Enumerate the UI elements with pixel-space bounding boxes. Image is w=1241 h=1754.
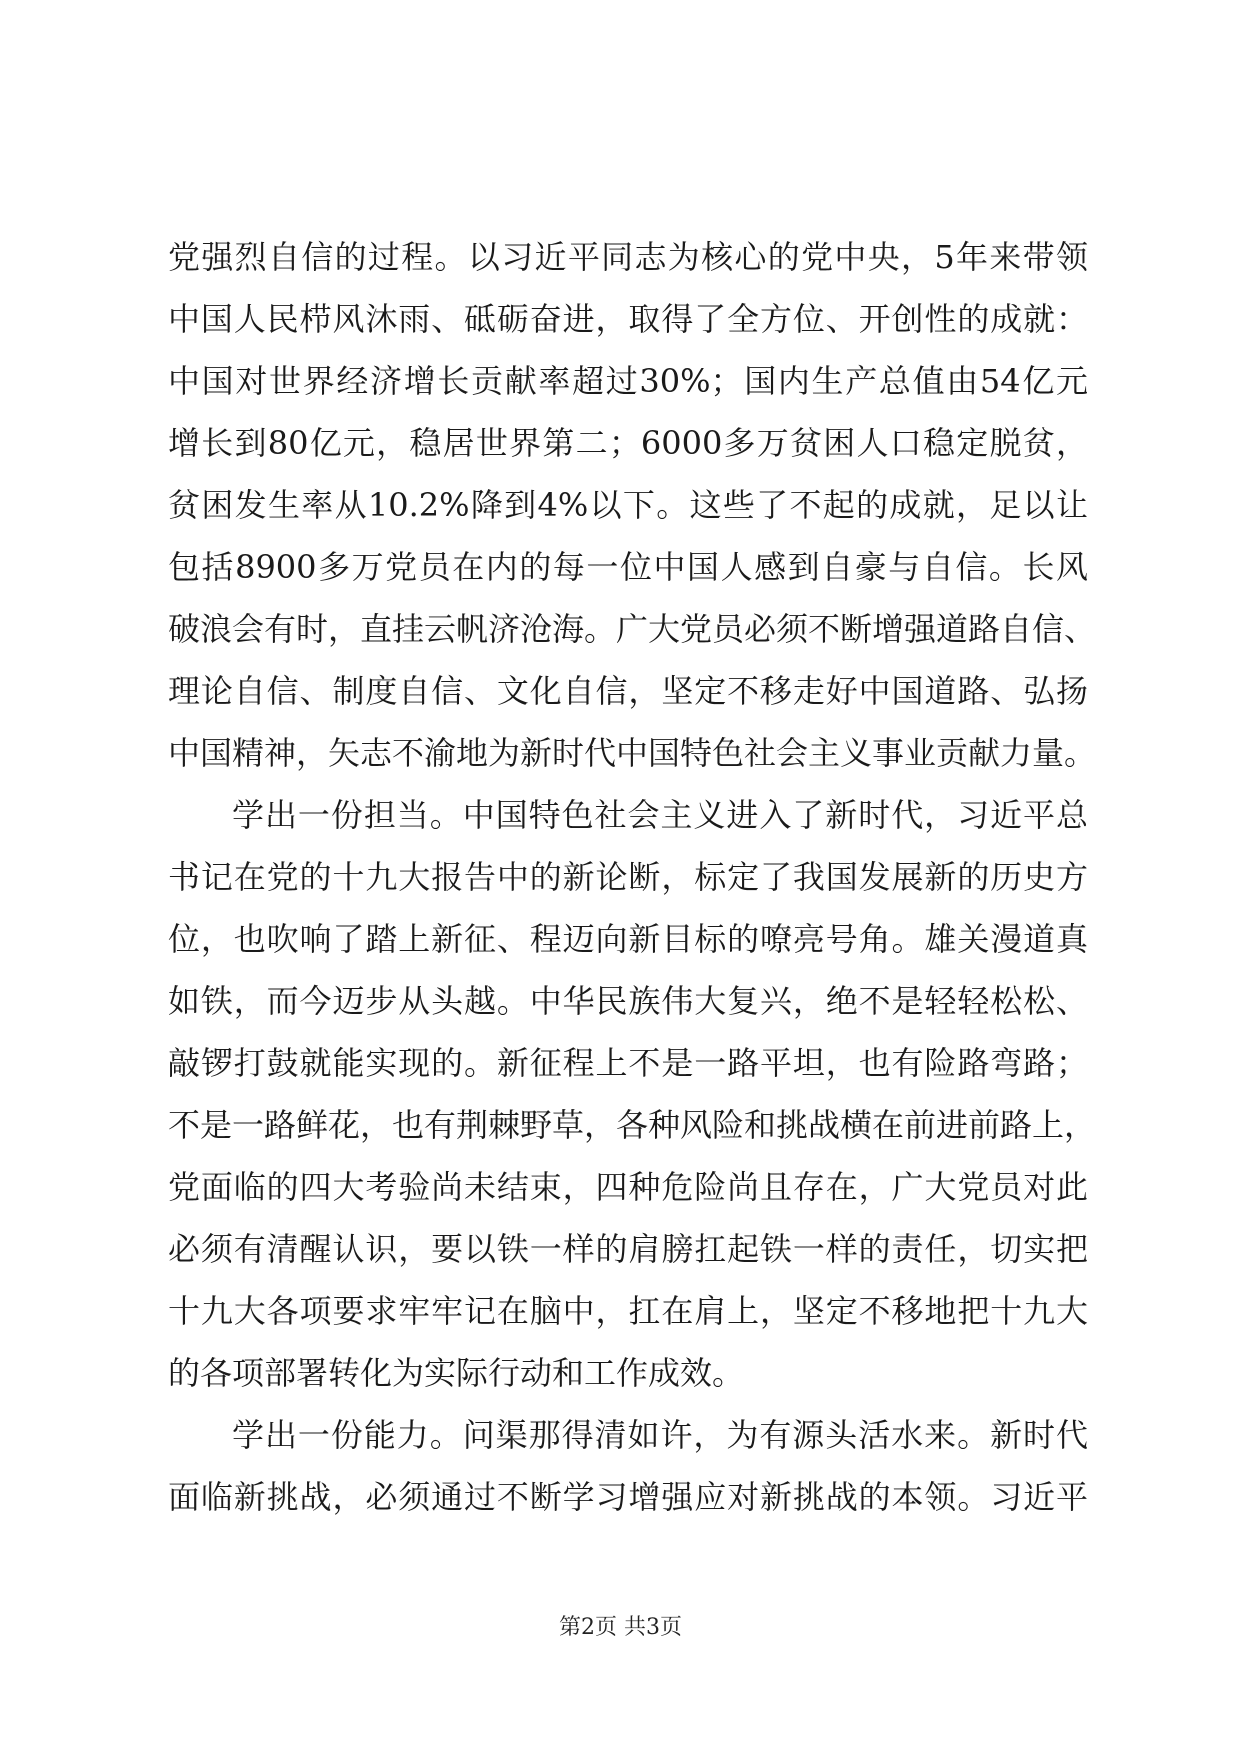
text-line: 党面临的四大考验尚未结束，四种危险尚且存在，广大党员对此: [168, 1168, 1088, 1206]
text-line: 面临新挑战，必须通过不断学习增强应对新挑战的本领。习近平: [168, 1478, 1088, 1516]
paragraph-start-line: 学出一份担当。中国特色社会主义进入了新时代，习近平总: [232, 796, 1088, 834]
text-line: 贫困发生率从10.2%降到4%以下。这些了不起的成就，足以让: [168, 486, 1088, 524]
text-line: 位，也吹响了踏上新征、程迈向新目标的嘹亮号角。雄关漫道真: [168, 920, 1088, 958]
body-text: [168, 226, 1097, 1528]
text-line: 不是一路鲜花，也有荆棘野草，各种风险和挑战横在前进前路上，: [168, 1106, 1097, 1144]
text-line: 包括8900多万党员在内的每一位中国人感到自豪与自信。长风: [168, 548, 1088, 586]
text-line: 中国人民栉风沐雨、砥砺奋进，取得了全方位、开创性的成就：: [168, 300, 1088, 338]
text-line: 必须有清醒认识，要以铁一样的肩膀扛起铁一样的责任，切实把: [168, 1230, 1088, 1268]
text-line: 敲锣打鼓就能实现的。新征程上不是一路平坦，也有险路弯路；: [168, 1044, 1088, 1082]
text-line: 增长到80亿元，稳居世界第二；6000多万贫困人口稳定脱贫，: [168, 424, 1088, 462]
text-line: 理论自信、制度自信、文化自信，坚定不移走好中国道路、弘扬: [168, 672, 1088, 710]
text-line: 中国精神，矢志不渝地为新时代中国特色社会主义事业贡献力量。: [168, 734, 1097, 772]
paragraph-start-line: 学出一份能力。问渠那得清如许，为有源头活水来。新时代: [232, 1416, 1088, 1454]
text-line: 书记在党的十九大报告中的新论断，标定了我国发展新的历史方: [168, 858, 1088, 896]
text-line: 如铁，而今迈步从头越。中华民族伟大复兴，绝不是轻轻松松、: [168, 982, 1088, 1020]
text-line: 中国对世界经济增长贡献率超过30%；国内生产总值由54亿元: [168, 362, 1088, 400]
text-line: 党强烈自信的过程。以习近平同志为核心的党中央，5年来带领: [168, 238, 1088, 276]
text-line: 破浪会有时，直挂云帆济沧海。广大党员必须不断增强道路自信、: [168, 610, 1097, 648]
text-line: 十九大各项要求牢牢记在脑中，扛在肩上，坚定不移地把十九大: [168, 1292, 1088, 1330]
paragraph-end-line: 的各项部署转化为实际行动和工作成效。: [168, 1354, 745, 1392]
page-number-footer: 第2页 共3页: [559, 1615, 682, 1640]
